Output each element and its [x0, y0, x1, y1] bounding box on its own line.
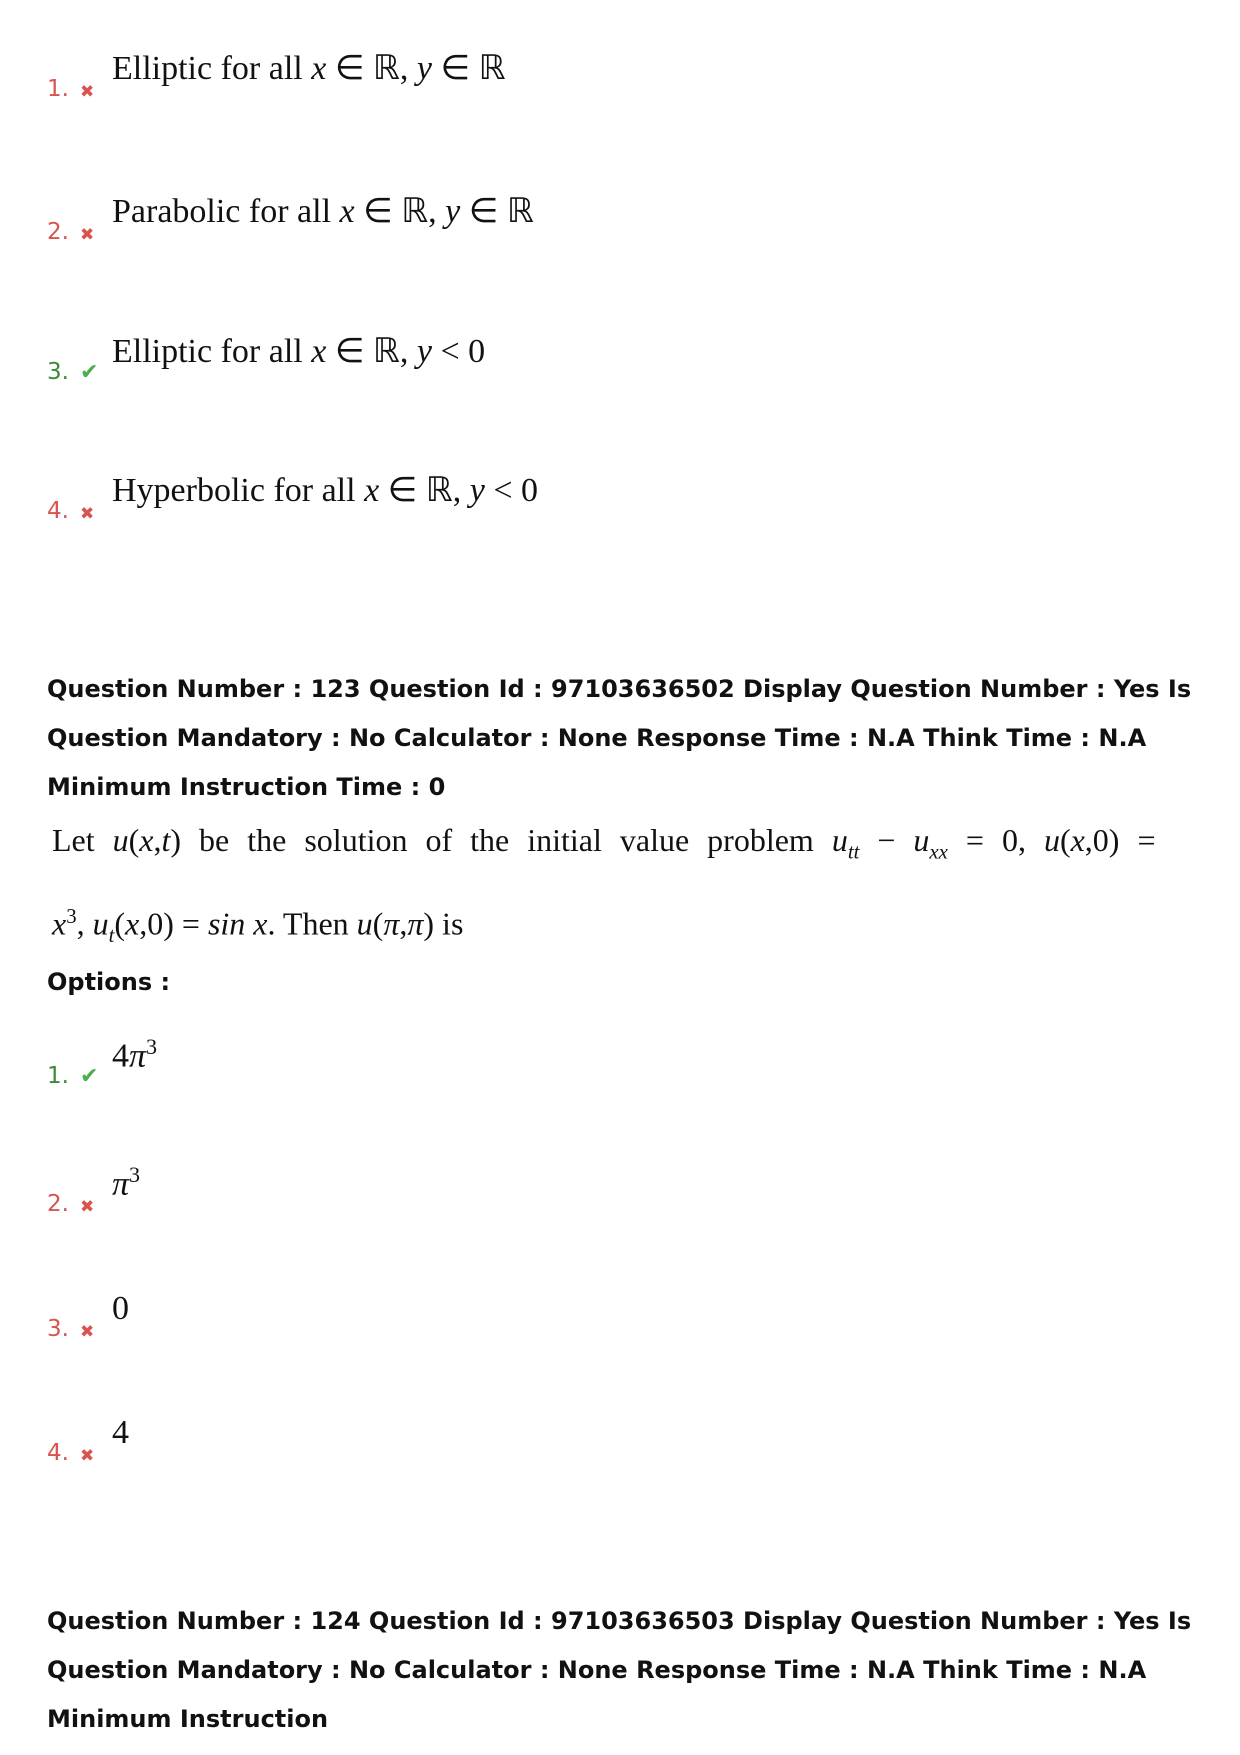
option-text: $\pi^3$: [112, 1162, 141, 1203]
option-text: Parabolic for all x ∈ ℝ, y ∈ ℝ: [112, 193, 534, 230]
cross-icon: ✖: [80, 1446, 95, 1466]
question-meta: Question Number : 124 Question Id : 97103636503 Display Question Number : Yes Is Question Mandatory : No Calculator : None Response Time : N.A Think Time : N.A Minimum Instruction: [47, 1607, 1192, 1733]
option-text: Hyperbolic for all x ∈ ℝ, y < 0: [112, 472, 538, 509]
option-number: 3.: [47, 1316, 69, 1342]
option-number: 4.: [47, 498, 69, 524]
option-1: [47, 50, 506, 102]
option-number: 2.: [47, 1191, 69, 1218]
check-icon: ✔: [80, 360, 99, 385]
cross-icon: ✖: [80, 504, 95, 524]
cross-icon: ✖: [80, 82, 95, 102]
question-meta: Question Number : 123 Question Id : 97103636502 Display Question Number : Yes Is Question Mandatory : No Calculator : None Response Time : N.A Think Time : N.A Minimum Instruction Time : 0: [47, 675, 1192, 801]
option-number: 2.: [47, 219, 69, 245]
option-number: 1.: [47, 1063, 69, 1090]
option-number: 1.: [47, 76, 69, 102]
option-number: 4.: [47, 1440, 69, 1466]
option-3: [47, 1290, 129, 1342]
option-text: 4: [112, 1414, 129, 1451]
option-2: [47, 1162, 141, 1218]
cross-icon: ✖: [80, 1322, 95, 1342]
cross-icon: ✖: [80, 225, 95, 245]
option-text: $4\pi^3$: [112, 1034, 158, 1075]
question-stem-line-2: $x^3$, $u_t(x,0) = \sin x$. Then u(π,π) is: [52, 905, 464, 948]
check-icon: ✔: [80, 1064, 99, 1090]
option-2: [47, 193, 534, 245]
option-number: 3.: [47, 359, 69, 385]
option-text: Elliptic for all x ∈ ℝ, y < 0: [112, 333, 486, 370]
options-label: Options :: [47, 968, 171, 996]
option-3: [47, 333, 486, 385]
option-1: [47, 1034, 158, 1090]
cross-icon: ✖: [80, 1197, 95, 1218]
question-stem-line-1: Let u(x,t) be the solution of the initial value problem $u_{tt} - u_{xx} = 0$, u(x,0) =: [52, 822, 1156, 864]
option-4: [47, 1414, 129, 1466]
option-4: [47, 472, 538, 524]
option-text: Elliptic for all x ∈ ℝ, y ∈ ℝ: [112, 50, 506, 87]
option-text: 0: [112, 1290, 129, 1327]
